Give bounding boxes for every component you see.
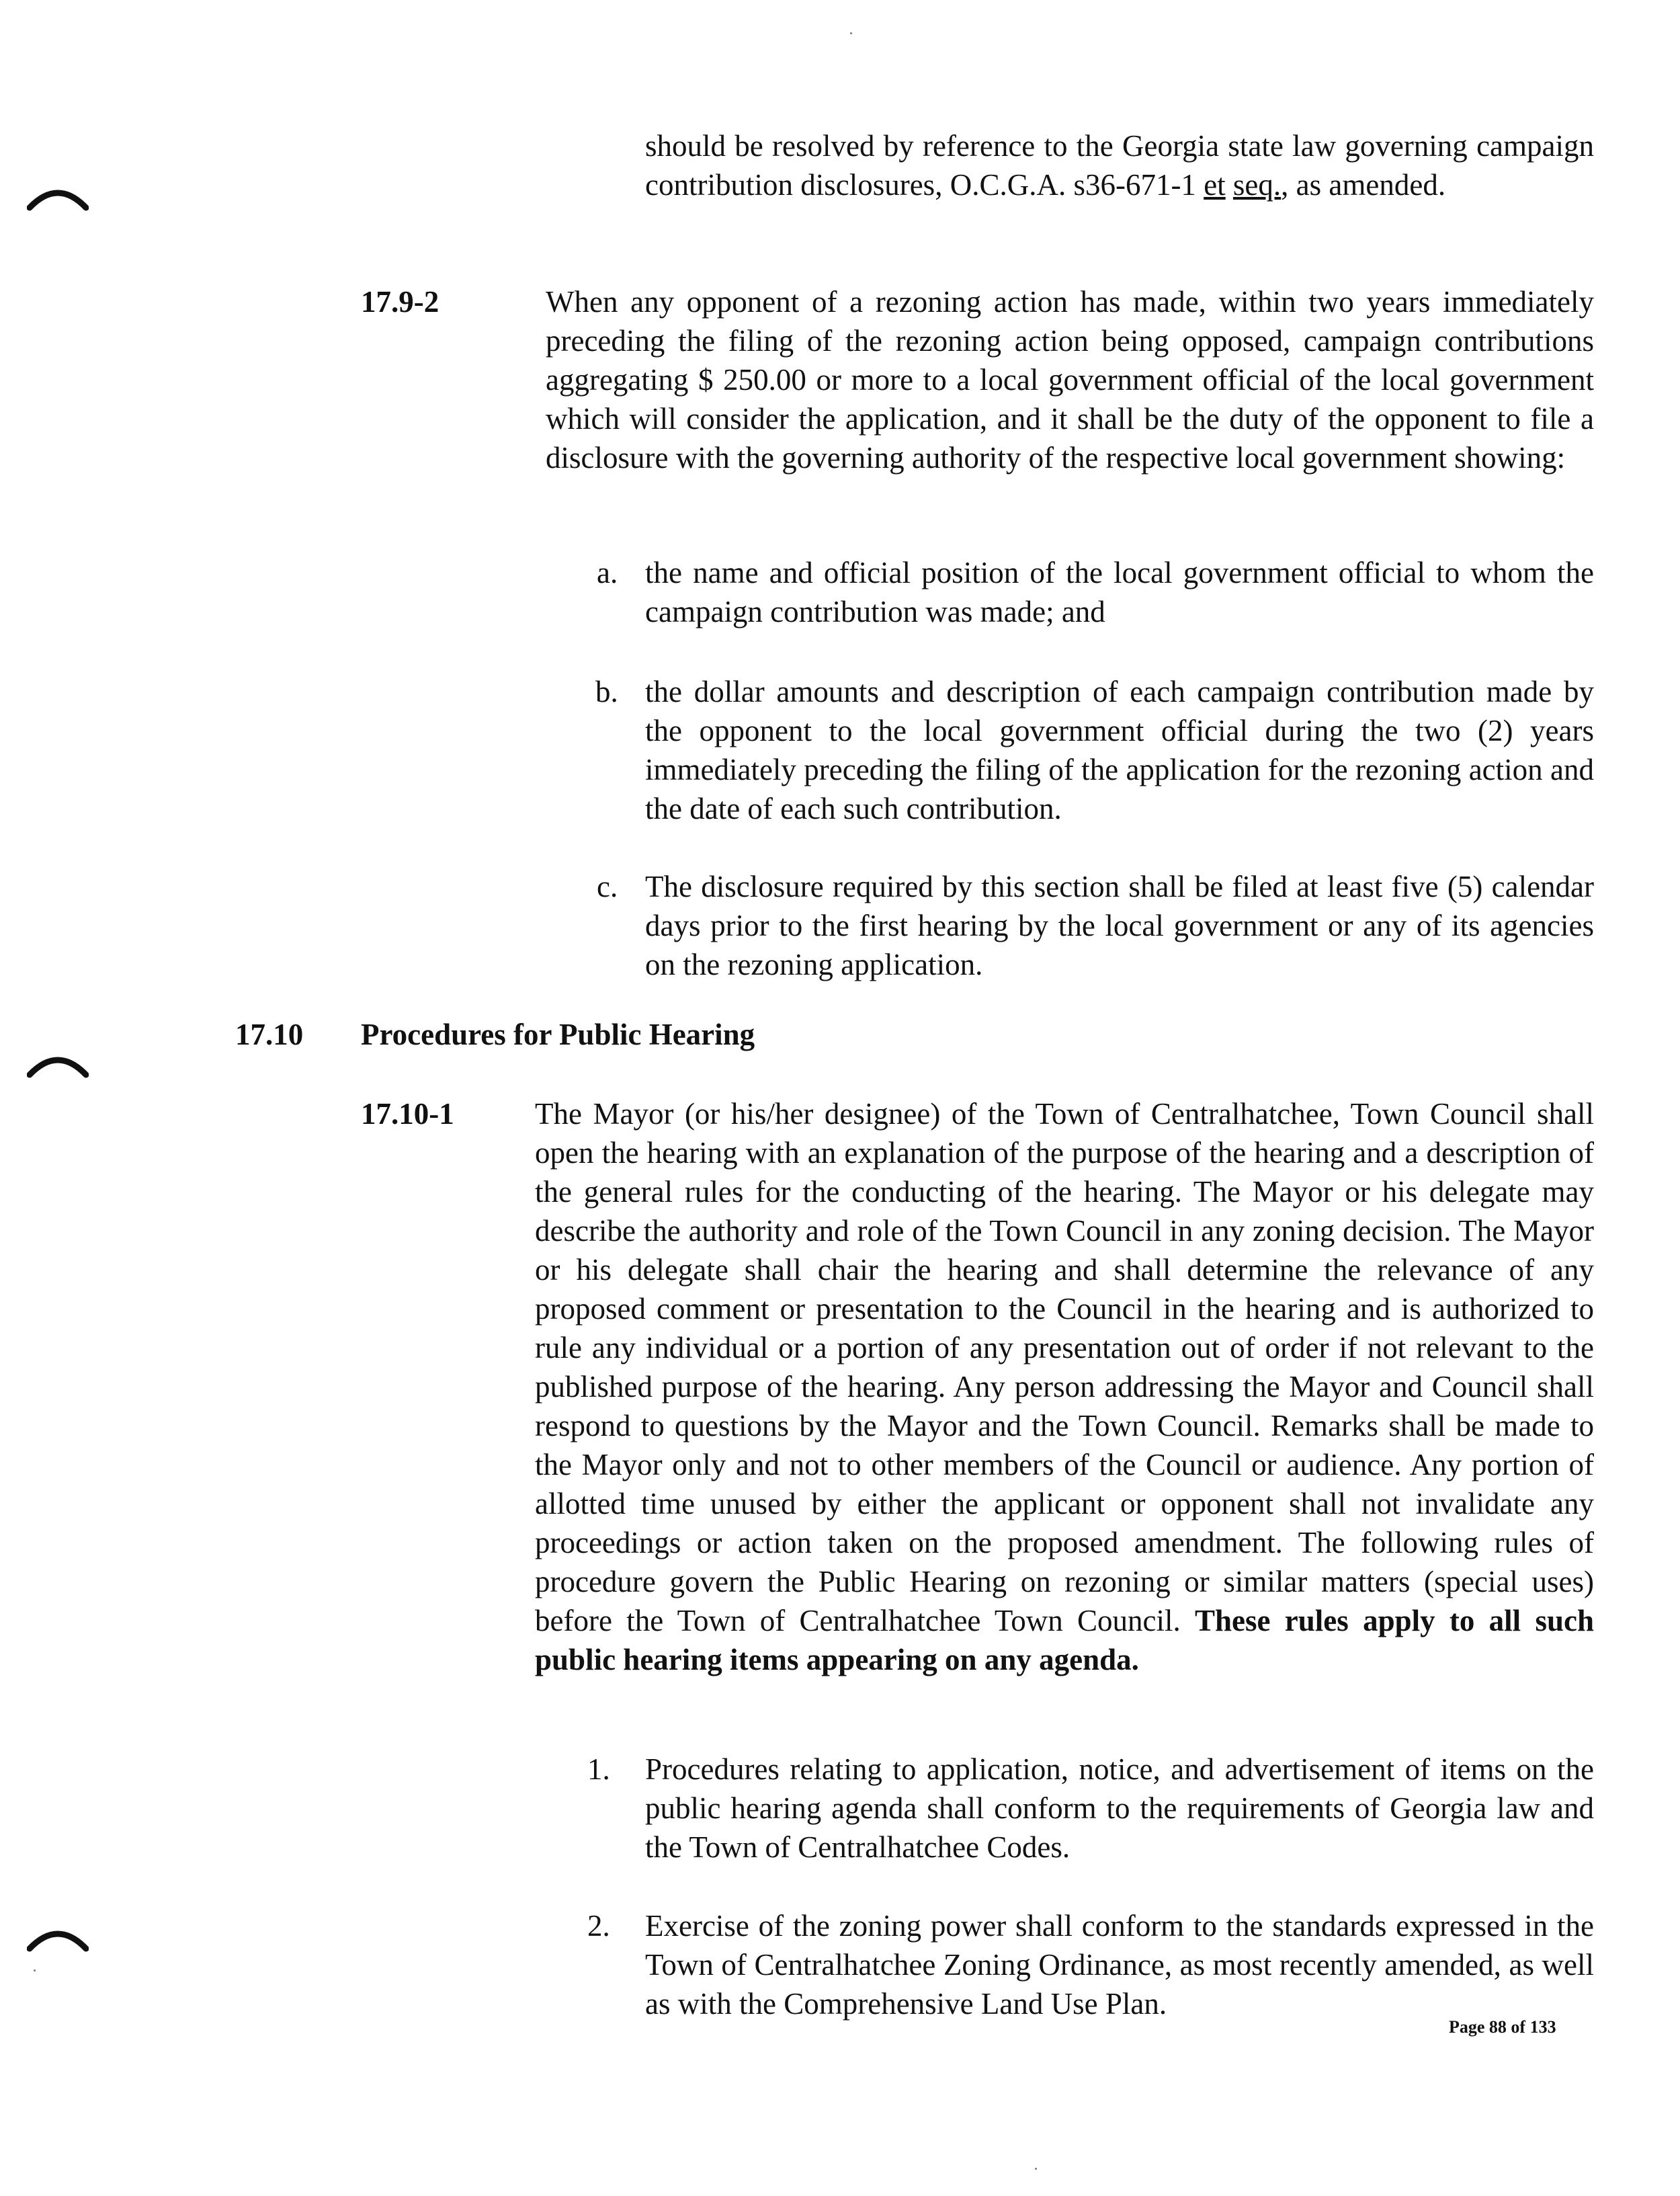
scan-speck xyxy=(850,32,852,34)
list-item-text: The disclosure required by this section shall be filed at least five (5) calendar days prior to the first hearing by the local government or any of its agencies on the rezoning application. xyxy=(645,870,1594,981)
binder-hole-mark xyxy=(27,1052,89,1079)
section-paragraph-text: The Mayor (or his/her designee) of the Town of Centralhatchee, Town Council shall open the hearing with an explanation of the purpose of the hearing and a description of the general rules for the conducting of the hearing. The Mayor or his delegate may describe the authority and role of the Town Council in any zoning decision. The Mayor or his delegate shall chair the hearing and shall determine the relevance of any proposed comment or presentation to the Council in the hearing and is authorized to rule any individual or a portion of any presentation out of order if not relevant to the published purpose of the hearing. Any person addressing the Mayor and Council shall respond to questions by the Mayor and the Town Council. Remarks shall be made to the Mayor only and not to other members of the Council or audience. Any portion of allotted time unused by either the applicant or opponent shall not invalidate any proceedings or action taken on the proposed amendment. The following rules of procedure govern the Public Hearing on rezoning or similar matters (special uses) before the Town of Centralhatchee Town Council. xyxy=(535,1097,1594,1637)
scan-speck xyxy=(34,1969,36,1971)
continuation-text: should be resolved by reference to the Georgia state law governing campaign contribution disclosures, O.C.G.A. s36-671-1 xyxy=(645,129,1594,202)
list-item-text: Exercise of the zoning power shall conform to the standards expressed in the Town of Centralhatchee Zoning Ordinance, as most recently amended, as well as with the Comprehensive Land Use Plan. xyxy=(645,1909,1594,2021)
binder-hole-mark xyxy=(27,185,89,212)
section-heading-title: Procedures for Public Hearing xyxy=(361,1018,755,1051)
total-pages: 133 xyxy=(1529,2017,1556,2037)
list-item-text: Procedures relating to application, notice, and advertisement of items on the public hearing agenda shall conform to the requirements of Georgia law and the Town of Centralhatchee Codes. xyxy=(645,1752,1594,1864)
list-item-label: a. xyxy=(597,556,618,589)
list-item-label: 1. xyxy=(587,1752,610,1786)
continuation-paragraph xyxy=(645,126,1594,204)
seq-term: seq. xyxy=(1232,168,1282,202)
section-paragraph xyxy=(535,1094,1594,1679)
list-item-label: c. xyxy=(597,870,618,903)
section-heading-number: 17.10 xyxy=(235,1018,304,1051)
of-label: of xyxy=(1511,2017,1526,2037)
list-item-label: 2. xyxy=(587,1909,610,1943)
page-number: 88 xyxy=(1488,2017,1507,2037)
list-item-text: the dollar amounts and description of each campaign contribution made by the opponent to the local government official during the two (2) years immediately preceding the filing of the application for the rezoning action and the date of each such contribution. xyxy=(645,675,1594,825)
et-term: et xyxy=(1204,168,1226,202)
scan-speck xyxy=(1035,2168,1037,2170)
section-number: 17.9-2 xyxy=(361,285,439,319)
section-paragraph: When any opponent of a rezoning action has made, within two years immediately preceding the filing of the rezoning action being opposed, campaign contributions aggregating $ 250.00 or more to a local government official of the local government which will consider the application, and it shall be the duty of the opponent to file a disclosure with the governing authority of the respective local government showing: xyxy=(546,285,1594,475)
list-item-label: b. xyxy=(595,675,618,708)
section-number: 17.10-1 xyxy=(361,1097,454,1131)
page-footer xyxy=(1449,2017,1556,2038)
continuation-text-end: , as amended. xyxy=(1281,168,1446,202)
list-item-text: the name and official position of the local government official to whom the campaign contribution was made; and xyxy=(645,556,1594,628)
binder-hole-mark xyxy=(27,1926,89,1953)
section-paragraph-bold: These rules apply to all such public hearing items appearing on any agenda. xyxy=(535,1604,1595,1676)
page-label: Page xyxy=(1449,2017,1485,2037)
